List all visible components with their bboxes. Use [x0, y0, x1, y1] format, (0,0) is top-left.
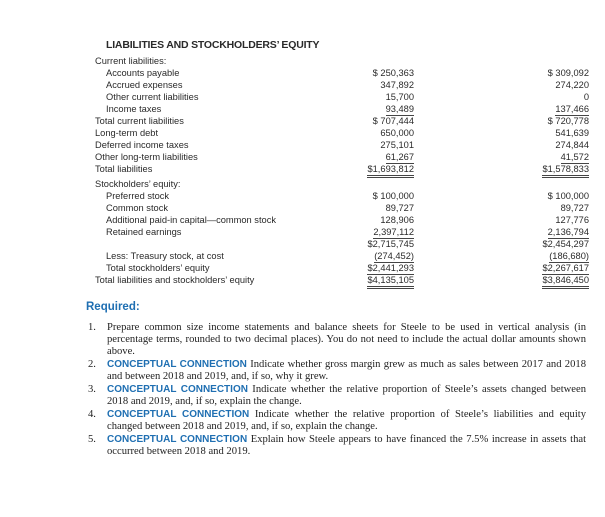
value-col1: $ 707,444 — [372, 116, 414, 126]
value-col2: 2,136,794 — [547, 227, 589, 237]
table-row — [95, 214, 600, 226]
value-col2: 0 — [583, 92, 589, 102]
value-col1: 89,727 — [385, 203, 414, 213]
row-label: Accrued expenses — [106, 80, 183, 90]
value-col1: $4,135,105 — [367, 274, 414, 289]
value-col2: $ 309,092 — [547, 68, 589, 78]
value-col1: 93,489 — [385, 104, 414, 114]
item-text-wrap — [107, 434, 586, 458]
conceptual-connection-label: CONCEPTUAL CONNECTION — [107, 384, 248, 395]
item-number: 5. — [88, 434, 96, 445]
row-label: Retained earnings — [106, 227, 182, 237]
table-row — [95, 274, 600, 286]
table-row — [95, 91, 600, 103]
row-label: Other current liabilities — [106, 92, 199, 102]
item-number: 4. — [88, 409, 96, 420]
value-col1: 347,892 — [380, 80, 414, 90]
row-label: Stockholders’ equity: — [95, 179, 181, 189]
item-text: Indicate whether the relative proportion of Steele’s liabilities and equity changed between 2018 and 2019, and, if so, explain the change. — [107, 409, 586, 432]
item-number: 1. — [88, 322, 96, 333]
value-col1: 650,000 — [380, 128, 414, 138]
table-row — [95, 190, 600, 202]
row-label: Accounts payable — [106, 68, 180, 78]
value-col2: $2,267,617 — [542, 263, 589, 273]
row-label: Long-term debt — [95, 128, 159, 138]
row-label: Deferred income taxes — [95, 140, 189, 150]
row-label: Less: Treasury stock, at cost — [106, 251, 224, 261]
value-col1: 128,906 — [380, 215, 414, 225]
row-label: Additional paid-in capital—common stock — [106, 215, 277, 225]
value-col2: $2,454,297 — [542, 239, 589, 249]
conceptual-connection-label: CONCEPTUAL CONNECTION — [107, 434, 248, 445]
row-label: Preferred stock — [106, 191, 170, 201]
value-col2: 541,639 — [555, 128, 589, 138]
row-label: Current liabilities: — [95, 56, 167, 66]
value-col1: $2,715,745 — [367, 239, 414, 249]
table-row — [95, 67, 600, 79]
value-col2: 41,572 — [560, 152, 589, 162]
item-text: Indicate whether the relative proportion of Steele’s assets changed between 2018 and 2019, and, if so, explain the change. — [107, 384, 587, 407]
table-row — [95, 238, 600, 250]
table-row — [95, 178, 600, 190]
table-row — [95, 151, 600, 163]
value-col2: 137,466 — [555, 104, 589, 114]
value-col2: $3,846,450 — [542, 274, 589, 289]
table-row — [95, 226, 600, 238]
conceptual-connection-label: CONCEPTUAL CONNECTION — [107, 359, 247, 370]
value-col2: 89,727 — [560, 203, 589, 213]
table-row — [95, 55, 600, 67]
table-row — [95, 79, 600, 91]
item-text-wrap — [107, 409, 586, 433]
item-text: Prepare common size income statements and balance sheets for Steele to be used in vertical analysis (in percentage terms, rounded to two decimal places). You do not need to include the actual dollar amounts shown above. — [107, 322, 586, 357]
table-row — [95, 202, 600, 214]
item-text: Explain how Steele appears to have financed the 7.5% increase in assets that occurred between 2018 and 2019. — [107, 434, 587, 457]
value-col2: 274,844 — [555, 140, 589, 150]
item-text-wrap — [107, 384, 586, 408]
value-col1: 275,101 — [380, 140, 414, 150]
value-col1: $ 250,363 — [372, 68, 414, 78]
value-col1: 2,397,112 — [373, 227, 414, 237]
value-col1: 15,700 — [385, 92, 414, 102]
table-row — [95, 139, 600, 151]
required-heading: Required: — [86, 301, 140, 313]
value-col2: $1,578,833 — [542, 163, 589, 178]
item-text-wrap — [107, 359, 586, 383]
item-number: 3. — [88, 384, 96, 395]
value-col1: (274,452) — [374, 251, 414, 261]
value-col2: $ 100,000 — [547, 191, 589, 201]
table-row — [95, 115, 600, 127]
value-col1: $ 100,000 — [372, 191, 414, 201]
row-label: Total liabilities and stockholders’ equity — [95, 275, 255, 285]
value-col2: $ 720,778 — [547, 116, 589, 126]
conceptual-connection-label: CONCEPTUAL CONNECTION — [107, 409, 250, 420]
table-row — [95, 163, 600, 175]
item-text: Indicate whether gross margin grew as much as sales between 2017 and 2018 and between 2018 and 2019, and, if so, why it grew. — [107, 359, 586, 382]
row-label: Common stock — [106, 203, 168, 213]
value-col2: 127,776 — [555, 215, 589, 225]
table-row — [95, 103, 600, 115]
row-label: Total liabilities — [95, 164, 153, 174]
value-col1: $1,693,812 — [367, 163, 414, 178]
section-title: LIABILITIES AND STOCKHOLDERS’ EQUITY — [106, 39, 320, 51]
row-label: Total current liabilities — [95, 116, 184, 126]
table-row — [95, 262, 600, 274]
row-label: Other long-term liabilities — [95, 152, 198, 162]
table-row — [95, 250, 600, 262]
row-label: Total stockholders’ equity — [106, 263, 210, 273]
row-label: Income taxes — [106, 104, 162, 114]
item-number: 2. — [88, 359, 96, 370]
value-col2: (186,680) — [549, 251, 589, 261]
value-col1: 61,267 — [385, 152, 414, 162]
table-row — [95, 127, 600, 139]
value-col2: 274,220 — [555, 80, 589, 90]
value-col1: $2,441,293 — [367, 263, 414, 273]
